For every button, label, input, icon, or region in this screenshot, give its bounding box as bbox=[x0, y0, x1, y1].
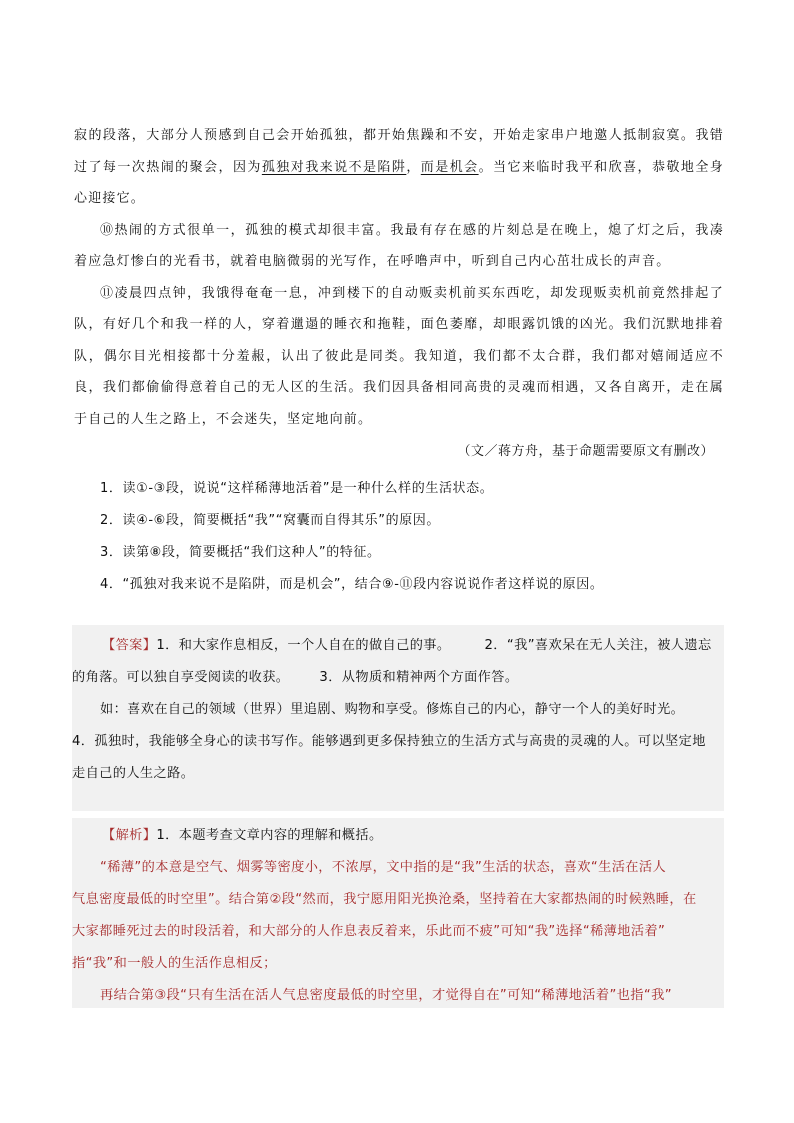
answer-line bbox=[72, 666, 518, 685]
question-item: 4．“孤独对我来说不是陷阱，而是机会”，结合⑨-⑪段内容说说作者这样说的原因。 bbox=[100, 577, 604, 592]
question-item: 1．读①-③段，说说“这样稀薄地活着”是一种什么样的生活状态。 bbox=[100, 481, 494, 496]
passage-text: ， bbox=[406, 159, 421, 175]
answer-text-1: 1．和大家作息相反，一个人自在的做自己的事。 bbox=[156, 638, 451, 653]
answer-example: 如：喜欢在自己的领域（世界）里追剧、购物和享受。修炼自己的内心，静守一个人的美好时光。 bbox=[100, 702, 685, 717]
question-item: 3．读第⑧段，简要概括“我们这种人”的特征。 bbox=[100, 545, 381, 560]
answer-text-2-cont: 的角落。可以独自享受阅读的收获。 bbox=[72, 670, 290, 685]
answer-box bbox=[72, 625, 724, 811]
passage-text: 寂的段落，大部分人预感到自己会开始孤独，都开始焦躁和不安，开始走家串户地邀人抵制寂寞。我错过了每一次热闹的聚会，因为 bbox=[74, 128, 724, 175]
question-list bbox=[100, 473, 740, 601]
answer-text-4-cont: 走自己的人生之路。 bbox=[72, 766, 195, 781]
analysis-line: 气息密度最低的时空里”。结合第②段“然而，我宁愿用阳光换沧桑，坚持着在大家都热闹的时候熟睡，在 bbox=[72, 892, 697, 907]
analysis-box bbox=[72, 818, 724, 1008]
answer-line bbox=[102, 634, 712, 653]
answer-text-2: 2．“我”喜欢呆在无人关注，被人遗忘 bbox=[484, 638, 712, 653]
analysis-tag: 【解析】 bbox=[102, 828, 157, 843]
passage bbox=[74, 120, 724, 435]
passage-paragraph-9-end bbox=[74, 120, 724, 215]
passage-paragraph-10: ⑩热闹的方式很单一，孤独的模式却很丰富。我最有存在感的片刻总是在晚上，熄了灯之后，我凑着应急灯惨白的光看书，就着电脑微弱的光写作，在呼噜声中，听到自己内心茁壮成长的声音。 bbox=[74, 222, 724, 269]
answer-text-3: 3．从物质和精神两个方面作答。 bbox=[319, 670, 519, 685]
analysis-text-1: 1．本题考查文章内容的理解和概括。 bbox=[156, 828, 383, 843]
analysis-line: “稀薄”的本意是空气、烟雾等密度小，不浓厚，文中指的是“我”生活的状态，喜欢“生活在活人 bbox=[100, 860, 667, 875]
underlined-phrase: 而是机会 bbox=[420, 159, 479, 175]
answer-tag: 【答案】 bbox=[102, 638, 157, 653]
analysis-line: 大家都睡死过去的时段活着，和大部分的人作息表反着来，乐此而不疲”可知“我”选择“稀薄地活着” bbox=[72, 924, 666, 939]
underlined-phrase: 孤独对我来说不是陷阱 bbox=[261, 159, 407, 175]
passage-paragraph-11: ⑪凌晨四点钟，我饿得奄奄一息，冲到楼下的自动贩卖机前买东西吃，却发现贩卖机前竟然排起了队，有好几个和我一样的人，穿着邋遢的睡衣和拖鞋，面色萎靡，却眼露饥饿的凶光。我们沉默地排着队，偶尔目光相接都十分羞赧，认出了彼此是同类。我知道，我们都不太合群，我们都对嬉闹适应不良，我们都偷偷得意着自己的无人区的生活。我们因具备相同高贵的灵魂而相遇，又各自离开，走在属于自己的人生之路上，不会迷失，坚定地向前。 bbox=[74, 285, 724, 427]
analysis-line bbox=[102, 824, 383, 843]
analysis-line: 指“我”和一般人的生活作息相反； bbox=[72, 956, 277, 971]
passage-text: 。当它来临时我平和欣喜，恭敬地全身心迎接它。 bbox=[74, 159, 724, 206]
analysis-line: 再结合第③段“只有生活在活人气息密度最低的时空里，才觉得自在”可知“稀薄地活着”也指“我” bbox=[100, 988, 672, 1003]
answer-text-4: 4．孤独时，我能够全身心的读书写作。能够遇到更多保持独立的生活方式与高贵的灵魂的人。可以坚定地 bbox=[72, 734, 706, 749]
question-item: 2．读④-⑥段，简要概括“我”“窝囊而自得其乐”的原因。 bbox=[100, 513, 441, 528]
source-note: （文／蒋方舟，基于命题需要原文有删改） bbox=[457, 444, 714, 459]
